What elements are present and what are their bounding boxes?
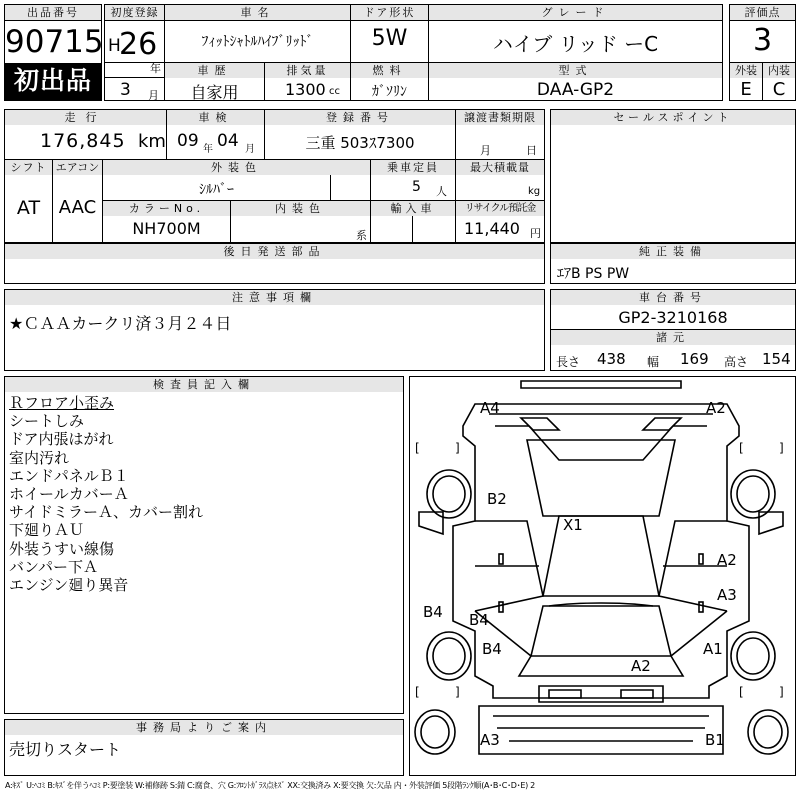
width-label: 幅 [647,355,660,369]
list-item: シートしみ [9,412,85,431]
mileage: 176,845 [40,130,126,152]
ac-label: エアコン [53,160,102,175]
reg-label: 初度登録 [105,5,164,20]
capacity-unit: 人 [436,185,447,198]
fuel-label: 燃料 [351,63,428,78]
insp-year: 09 [177,131,199,151]
length-label: 長さ [556,355,581,369]
list-item: 外装うすい線傷 [9,539,115,558]
displacement: 1300 [285,80,326,99]
door-type: 5W [371,26,408,51]
damage-mark: A4 [480,399,500,417]
list-item: エンドパネルＢ１ [9,466,129,485]
lot-number: 90715 [5,24,104,60]
color-label: 外装色 [103,160,370,175]
office-label: 事務局よりご案内 [5,720,403,735]
inspection-label: 車検 [167,110,264,125]
aircon: AAC [58,197,97,218]
damage-mark: B2 [487,490,507,508]
list-item: 下廻りＡＵ [9,521,85,540]
notes-label: 注意事項欄 [5,290,544,305]
list-item: エンジン廻り異音 [9,575,129,594]
damage-mark: B4 [423,603,443,621]
lot-label: 出品番号 [5,5,101,20]
score: 3 [752,23,773,58]
recycle-fee: 11,440 [464,219,520,238]
list-item: バンパー下Ａ [9,557,98,576]
inspector-label: 検査員記入欄 [5,377,403,392]
height: 154 [762,350,791,368]
int-color-label: 内装色 [231,201,370,216]
load-unit: kg [528,186,541,197]
equipment: ｴｱB PS PW [557,266,630,282]
damage-mark: A3 [717,586,737,604]
notes-text: ★ＣＡＡカークリ済３月２４日 [9,314,232,333]
import-label: 輸入車 [371,201,455,216]
sales-point-box [550,109,796,243]
transfer-label: 譲渡書類期限 [456,110,544,125]
recycle-unit: 円 [530,227,541,240]
transfer-month: 月 [480,144,491,157]
damage-mark: B4 [469,611,489,629]
width: 169 [680,350,709,368]
svg-text:]: ] [455,685,460,699]
svg-text:[: [ [415,441,420,455]
disp-label: 排気量 [265,63,350,78]
damage-mark: A2 [717,551,737,569]
color-no-label: カラーNo. [103,201,230,216]
plate-label: 登録番号 [265,110,455,125]
color-number: NH700M [132,219,201,238]
sales-point-label: セールスポイント [551,110,795,125]
car-name: ﾌｨｯﾄｼｬﾄﾙﾊｲﾌﾞﾘｯﾄﾞ [201,34,314,50]
model: DAA-GP2 [536,80,615,100]
load-label: 最大積載量 [456,160,544,175]
list-item: Ｒフロア小歪み [9,394,115,412]
int-label: 内装 [763,63,795,78]
mileage-unit: km [138,131,166,152]
svg-text:[: [ [739,441,744,455]
list-item: サイドミラーＡ、カバー割れ [9,503,203,522]
car-diagram [409,376,796,776]
later-parts-label: 後日発送部品 [5,244,544,259]
shift-label: シフト [5,160,52,175]
list-item: 室内汚れ [9,448,70,467]
reg-month-unit: 月 [148,89,159,102]
inspector-list [9,394,399,594]
int-grade: C [772,79,786,100]
fuel: ｶﾞｿﾘﾝ [372,84,407,100]
svg-text:]: ] [779,441,784,455]
svg-text:[: [ [739,685,744,699]
office-text: 売切りスタート [9,740,122,759]
svg-text:]: ] [455,441,460,455]
mileage-label: 走行 [5,110,166,125]
damage-mark: X1 [563,516,583,534]
disp-unit: cc [329,86,340,97]
ext-label: 外装 [730,63,762,78]
score-label: 評価点 [730,5,795,20]
damage-mark: A3 [480,731,500,749]
capacity: 5 [412,179,421,195]
damage-mark: B1 [705,731,725,749]
grade: ハイブ リッド ーC [492,32,659,56]
door-label: ドア形状 [351,5,428,20]
reg-year: 26 [119,27,158,62]
era: H [108,36,121,56]
shift: AT [16,197,41,219]
recycle-label: リサイクル預託金 [456,201,544,216]
legend: A:ｷｽﾞ U:ﾍｺﾐ B:ｷｽﾞを伴うﾍｺﾐ P:要塗装 W:補修跡 S:錆 C:腐食、穴 G:ﾌﾛﾝﾄｶﾞﾗｽ点ｷｽﾞ XX:交換済み X:要交換 欠:欠品 内・外装評価 5段階ﾗﾝｸ順(A･B･C･D･E) 2 [5,781,535,790]
damage-mark: B4 [482,640,502,658]
list-item: ドア内張はがれ [9,430,114,449]
equipment-label: 純正装備 [551,244,795,259]
insp-year-unit: 年 [203,144,213,155]
damage-mark: A2 [706,399,726,417]
reg-month: 3 [120,80,131,100]
first-listing-label: 初出品 [13,66,92,95]
model-label: 型式 [429,63,722,78]
transfer-day: 日 [526,144,537,157]
damage-mark: A1 [703,640,723,658]
grade-label: グレード [429,5,722,20]
chassis-number: GP2-3210168 [618,308,728,327]
history: 自家用 [190,83,239,102]
dims-label: 諸元 [551,330,795,345]
reg-year-unit: 年 [150,62,161,75]
insp-month-unit: 月 [245,144,255,155]
ext-grade: E [740,79,752,100]
svg-text:[: [ [415,685,420,699]
name-label: 車名 [165,5,350,20]
insp-month: 04 [217,131,239,151]
damage-mark: A2 [631,657,651,675]
capacity-label: 乗車定員 [371,160,455,175]
chassis-label: 車台番号 [551,290,795,305]
history-label: 車歴 [165,63,264,78]
exterior-color: ｼﾙﾊﾞｰ [199,182,234,198]
plate-number: 三重 503ｽ7300 [305,134,415,152]
length: 438 [597,350,626,368]
height-label: 高さ [724,355,749,369]
svg-text:]: ] [779,685,784,699]
int-color-unit: 系 [356,229,367,242]
list-item: ホイールカバーＡ [9,484,129,503]
